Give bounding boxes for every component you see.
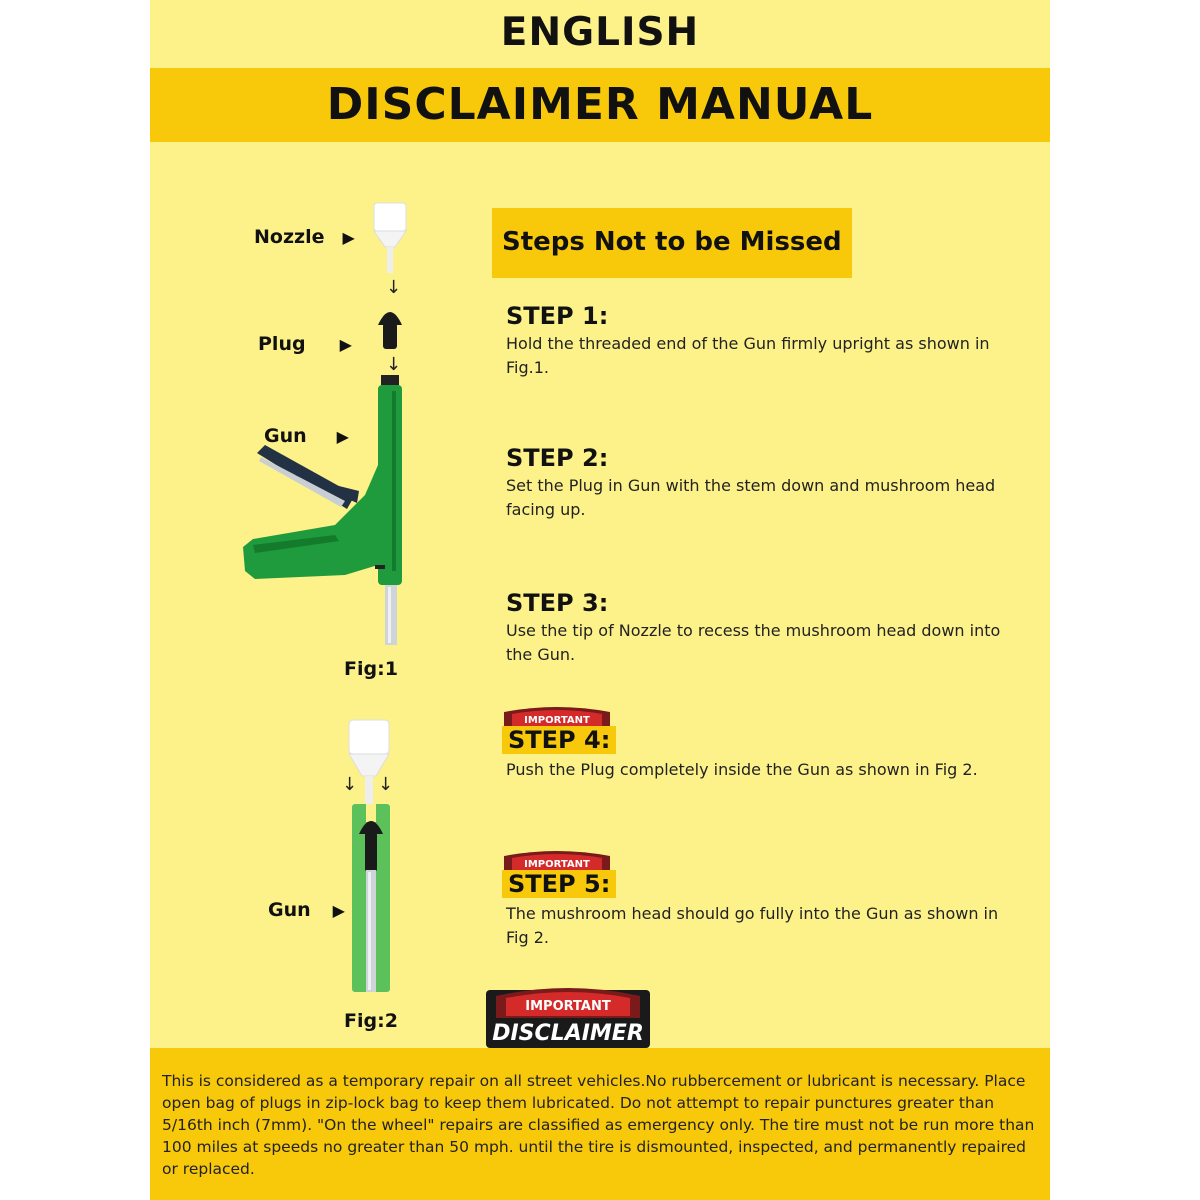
- important-tag-icon: [502, 850, 612, 872]
- disclaimer-badge-tag: IMPORTANT: [525, 999, 611, 1014]
- gun-icon: [352, 804, 390, 992]
- manual-sheet: [150, 0, 1050, 1200]
- nozzle-icon: [349, 720, 389, 812]
- plug-icon: [378, 312, 402, 349]
- arrow-right-icon: ▶: [339, 335, 352, 354]
- step-text: Set the Plug in Gun with the stem down and mushroom head facing up.: [506, 476, 996, 519]
- step-text: Use the tip of Nozzle to recess the mushroom head down into the Gun.: [506, 621, 1001, 664]
- disclaimer-badge-label: DISCLAIMER: [492, 1021, 644, 1046]
- step-text: Push the Plug completely inside the Gun as shown in Fig 2.: [506, 760, 978, 779]
- svg-text:↓: ↓: [342, 774, 358, 795]
- arrow-right-icon: ▶: [336, 427, 349, 446]
- label-nozzle-text: Nozzle: [254, 226, 325, 248]
- svg-text:↓: ↓: [378, 774, 394, 795]
- figure1-illustration: [235, 195, 435, 655]
- gun-icon: [243, 375, 402, 645]
- figure2-illustration: [340, 712, 410, 1002]
- important-tag-label: IMPORTANT: [524, 859, 590, 870]
- step-heading: STEP 1:: [506, 302, 609, 330]
- step-text: Hold the threaded end of the Gun firmly upright as shown in Fig.1.: [506, 334, 990, 377]
- svg-text:↓: ↓: [386, 354, 402, 375]
- step-1: [506, 302, 1026, 380]
- arrow-right-icon: ▶: [342, 228, 355, 247]
- disclaimer-text: This is considered as a temporary repair on all street vehicles.No rubbercement or lubricant is necessary. Place open bag of plugs in zip-lock bag to keep them lubricated. Do not attempt to repair punctures greater than 5/16th inch (7mm). "On the wheel" repairs are classified as emergency only. The tire must not be run more than 100 miles at speeds no greater than 50 mph. until the tire is dismounted, inspected, and permanently repaired or replaced.: [162, 1072, 1035, 1178]
- important-tag-label: IMPORTANT: [524, 715, 590, 726]
- disclaimer-footer: [150, 1048, 1050, 1200]
- step-heading: STEP 4:: [502, 726, 616, 754]
- step-heading: STEP 3:: [506, 589, 609, 617]
- page-title-banner: DISCLAIMER MANUAL: [150, 68, 1050, 142]
- label-plug-text: Plug: [258, 333, 306, 355]
- disclaimer-badge: [486, 982, 650, 1048]
- important-tag-icon: [502, 706, 612, 728]
- step-text: The mushroom head should go fully into the Gun as shown in Fig 2.: [506, 904, 999, 947]
- figure1-caption: Fig:1: [344, 658, 398, 680]
- language-heading: ENGLISH: [500, 10, 700, 55]
- svg-text:↓: ↓: [386, 277, 402, 298]
- step-5: [502, 850, 1016, 950]
- step-4: [502, 706, 978, 782]
- step-3: [506, 589, 1026, 667]
- label-gun-fig2: [268, 899, 345, 921]
- step-heading: STEP 2:: [506, 444, 609, 472]
- label-gun-fig2-text: Gun: [268, 899, 311, 921]
- label-gun-text: Gun: [264, 425, 307, 447]
- step-heading: STEP 5:: [502, 870, 616, 898]
- arrow-right-icon: ▶: [332, 901, 345, 920]
- steps-title-box: [492, 208, 852, 278]
- steps-title: Steps Not to be Missed: [502, 227, 842, 257]
- figure2-caption: Fig:2: [344, 1010, 398, 1032]
- step-2: [506, 444, 1026, 522]
- nozzle-icon: [374, 203, 406, 273]
